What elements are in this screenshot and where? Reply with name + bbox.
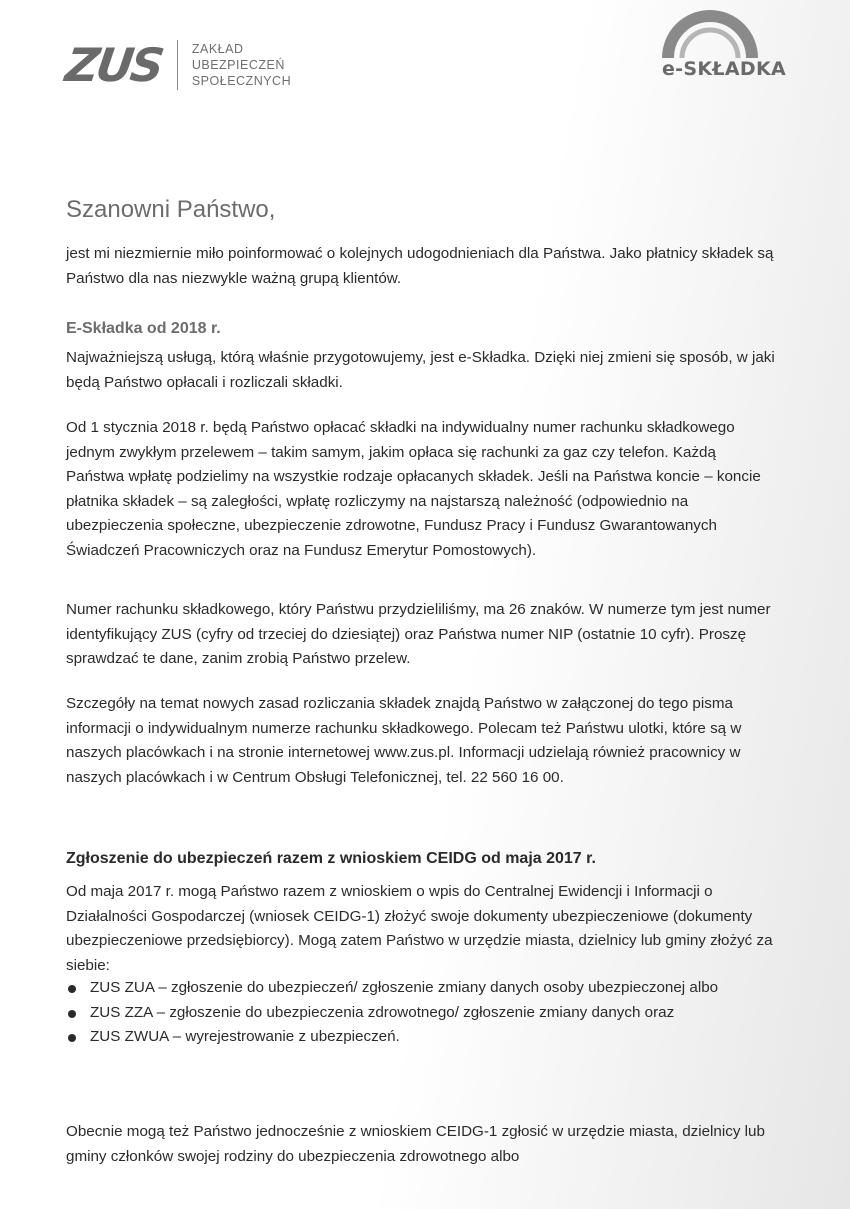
ceidg-paragraph-1: Od maja 2017 r. mogą Państwo razem z wnioskiem o wpis do Centralnej Ewidencji i Informacji o Działalności Gospodarczej (wniosek CEIDG-1) złożyć swoje dokumenty ubezpieczeniowe (dokumenty ubezpieczeniowe przedsiębiorcy). Mogą zatem Państwo w urzędzie miasta, dzielnicy lub gminy złożyć za siebie: xyxy=(66,883,773,974)
zus-logo-mark: ZUS xyxy=(62,38,165,92)
list-item-text: ZUS ZUA – zgłoszenie do ubezpieczeń/ zgłoszenie zmiany danych osoby ubezpieczonej albo xyxy=(90,979,719,996)
intro-paragraph: jest mi niezmiernie miło poinformować o kolejnych udogodnieniach dla Państwa. Jako płatnicy składek są Państwo dla nas niezwykle ważną grupą klientów. xyxy=(66,245,774,287)
list-item-text: ZUS ZZA – zgłoszenie do ubezpieczenia zdrowotnego/ zgłoszenie zmiany danych oraz xyxy=(90,1003,675,1021)
logo-institution-name xyxy=(192,41,291,89)
logo-line-1: ZAKŁAD xyxy=(191,42,244,56)
eskladka-logo-label: e-SKŁADKA xyxy=(662,58,786,80)
logo-divider xyxy=(177,40,178,90)
document-list xyxy=(66,976,778,1050)
eskladka-paragraph-1: Najważniejszą usługą, którą właśnie przygotowujemy, jest e-Składka. Dzięki niej zmieni się sposób, w jaki będą Państwo opłacali i rozliczali składki. xyxy=(66,349,775,391)
logo-line-2: UBEZPIECZEŃ xyxy=(191,58,285,72)
eskladka-paragraph-3: Numer rachunku składkowego, który Państwu przydzieliliśmy, ma 26 znaków. W numerze tym jest numer identyfikujący ZUS (cyfry od trzeciej do dziesiątej) oraz Państwa numer NIP (ostatnie 10 cyfr). Proszę sprawdzać te dane, zanim zrobią Państwo przelew. xyxy=(66,601,771,667)
list-item xyxy=(66,976,778,1001)
bullet-icon xyxy=(68,985,76,993)
bullet-icon xyxy=(68,1010,76,1018)
list-item xyxy=(66,1025,778,1050)
eskladka-paragraph-2: Od 1 stycznia 2018 r. będą Państwo opłacać składki na indywidualny numer rachunku składkowego jednym zwykłym przelewem – takim samym, jakim opłaca się rachunki za gaz czy telefon. Każdą Państwa wpłatę podzielimy na wszystkie rodzaje opłacanych składek. Jeśli na Państwa koncie – koncie płatnika składek – są zaległości, wpłatę rozliczymy na najstarszą należność (odpowiednio na ubezpieczenia społeczne, ubezpieczenie zdrowotne, Fundusz Pracy i Fundusz Gwarantowanych Świadczeń Pracowniczych oraz na Fundusz Emerytur Pomostowych). xyxy=(66,419,761,559)
greeting: Szanowni Państwo, xyxy=(66,196,276,223)
list-item-text: ZUS ZWUA – wyrejestrowanie z ubezpieczeń. xyxy=(90,1028,400,1045)
section-ceidg-title: Zgłoszenie do ubezpieczeń razem z wnioskiem CEIDG od maja 2017 r. xyxy=(66,850,596,867)
eskladka-paragraph-4: Szczegóły na temat nowych zasad rozliczania składek znajdą Państwo w załączonej do tego pisma informacji o indywidualnym numerze rachunku składkowego. Polecam też Państwu ulotki, które są w naszych placówkach i na stronie internetowej www.zus.pl. Informacji udzielają również pracownicy w naszych placówkach i w Centrum Obsługi Telefonicznej, tel. 22 560 16 00. xyxy=(66,695,742,786)
section-eskladka-title: E-Składka od 2018 r. xyxy=(66,320,221,337)
list-item xyxy=(66,1001,778,1026)
bullet-icon xyxy=(68,1034,76,1042)
logo-line-3: SPOŁECZNYCH xyxy=(191,74,292,88)
ceidg-paragraph-2: Obecnie mogą też Państwo jednocześnie z wnioskiem CEIDG-1 zgłosić w urzędzie miasta, dzielnicy lub gminy członków swojej rodziny do ubezpieczenia zdrowotnego albo xyxy=(66,1123,765,1165)
zus-logo xyxy=(62,38,292,92)
